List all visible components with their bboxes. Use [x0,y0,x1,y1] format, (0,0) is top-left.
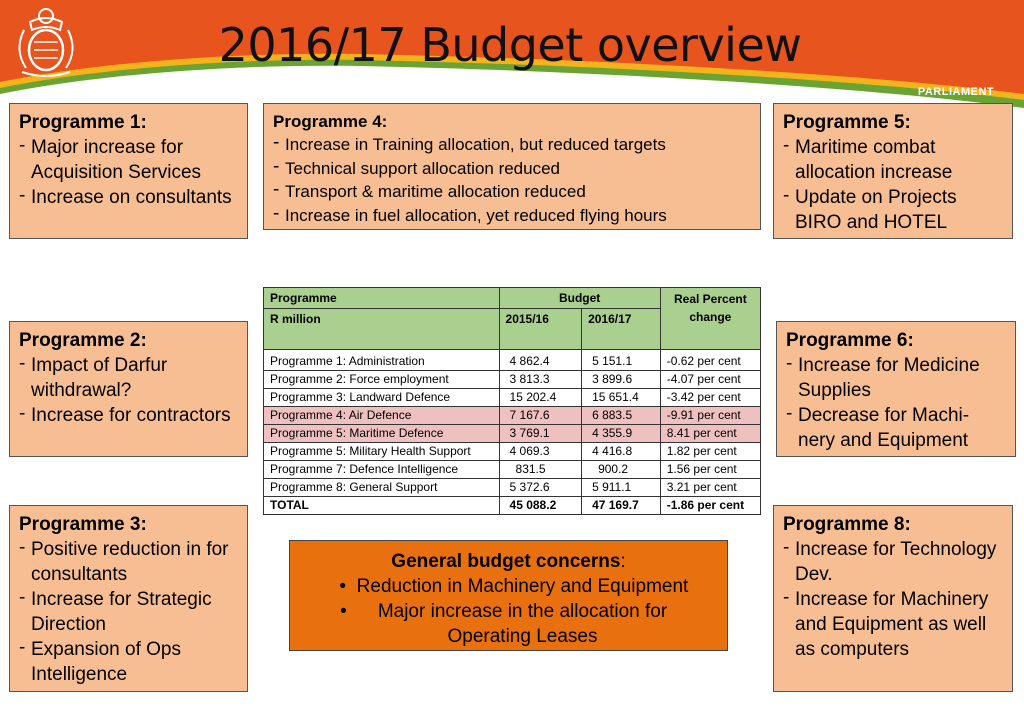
row-programme-cell: TOTAL [264,497,500,515]
programme-6-box [776,321,1016,457]
programme-8-box [773,505,1013,692]
row-change-cell: -1.86 per cent [660,497,760,515]
concern-text: Major increase in the allocation for Operating Leases [377,601,668,647]
table-row [264,389,761,407]
parliament-coat-of-arms-icon [0,0,92,92]
table-row-total [264,497,761,515]
table-row [264,461,761,479]
row-change-cell: -4.07 per cent [660,371,760,389]
table-header-2016-17: 2016/17 [582,309,661,350]
programme-5-item: - Update on Projects BIRO and HOTEL [783,185,1003,235]
row-change-cell: 1.56 per cent [660,461,760,479]
concern-item [290,599,727,649]
programme-1-heading: Programme 1: [19,112,147,133]
programme-3-item: - Increase for Strategic Direction [19,587,238,637]
programme-4-heading: Programme 4: [273,112,388,131]
row-2016-17-cell: 5 151.1 [582,350,661,371]
concern-text: Reduction in Machinery and Equipment [356,576,689,597]
row-programme-cell: Programme 8: General Support [264,479,500,497]
programme-4-item: - Increase in fuel allocation, yet reduced flying hours [273,204,751,228]
table-row [264,479,761,497]
general-concerns-title: General budget concerns [391,551,621,572]
row-2016-17-cell: 4 416.8 [582,443,661,461]
general-concerns-heading [290,549,727,574]
slide-title: 2016/17 Budget overview [218,18,802,72]
row-programme-cell: Programme 7: Defence Intelligence [264,461,500,479]
programme-2-heading: Programme 2: [19,330,147,351]
programme-5-box [773,103,1013,239]
row-programme-cell: Programme 3: Landward Defence [264,389,500,407]
row-change-cell: -0.62 per cent [660,350,760,371]
programme-4-item: - Transport & maritime allocation reduced [273,180,751,204]
row-programme-cell: Programme 4: Air Defence [264,407,500,425]
row-2016-17-cell: 15 651.4 [582,389,661,407]
programme-1-box [9,103,248,239]
row-programme-cell: Programme 2: Force employment [264,371,500,389]
programme-3-item: - Positive reduction in for consultants [19,537,238,587]
row-2015-16-cell: 831.5 [499,461,582,479]
row-2015-16-cell: 3 769.1 [499,425,582,443]
table-row-highlighted [264,425,761,443]
programme-3-item: - Expansion of Ops Intelligence [19,637,238,687]
table-row-highlighted [264,407,761,425]
programme-5-heading: Programme 5: [783,112,911,133]
row-2015-16-cell: 3 813.3 [499,371,582,389]
table-row [264,371,761,389]
programme-2-box [9,321,248,457]
concern-item [290,574,727,599]
programme-1-item: - Increase on consultants [19,185,238,210]
row-2016-17-cell: 47 169.7 [582,497,661,515]
table-header-real-change: Real Percent change [660,288,760,350]
general-concerns-box [289,540,728,651]
row-2015-16-cell: 4 862.4 [499,350,582,371]
row-2016-17-cell: 3 899.6 [582,371,661,389]
programme-8-item: - Increase for Technology Dev. [783,537,1003,587]
programme-4-item: - Technical support allocation reduced [273,157,751,181]
header-banner [0,0,1024,110]
row-programme-cell: Programme 1: Administration [264,350,500,371]
row-2016-17-cell: 5 911.1 [582,479,661,497]
table-header-2015-16: 2015/16 [499,309,582,350]
programme-1-item: - Major increase for Acquisition Services [19,135,238,185]
row-change-cell: -9.91 per cent [660,407,760,425]
programme-8-item: - Increase for Machinery and Equipment as well as computers [783,587,1003,662]
bullet-icon: • [340,601,347,622]
table-header-programme: Programme [264,288,500,309]
table-row [264,443,761,461]
row-change-cell: -3.42 per cent [660,389,760,407]
programme-3-box [9,505,248,692]
row-2015-16-cell: 15 202.4 [499,389,582,407]
programme-3-heading: Programme 3: [19,514,147,535]
table-row [264,350,761,371]
programme-8-heading: Programme 8: [783,514,911,535]
row-change-cell: 3.21 per cent [660,479,760,497]
parliament-logo-text: PARLIAMENT [917,86,995,98]
table-header-budget: Budget [499,288,660,309]
programme-6-heading: Programme 6: [786,330,914,351]
row-2015-16-cell: 7 167.6 [499,407,582,425]
programme-6-item: - Decrease for Machi-nery and Equipment [786,403,1006,453]
row-change-cell: 1.82 per cent [660,443,760,461]
row-2015-16-cell: 45 088.2 [499,497,582,515]
row-2016-17-cell: 900.2 [582,461,661,479]
table-header-unit: R million [264,309,500,350]
row-programme-cell: Programme 5: Military Health Support [264,443,500,461]
programme-6-item: - Increase for Medicine Supplies [786,353,1006,403]
row-2016-17-cell: 6 883.5 [582,407,661,425]
general-concerns-colon: : [620,551,626,572]
row-2016-17-cell: 4 355.9 [582,425,661,443]
row-programme-cell: Programme 5: Maritime Defence [264,425,500,443]
row-2015-16-cell: 4 069.3 [499,443,582,461]
programme-2-item: - Increase for contractors [19,403,238,428]
bullet-icon: • [339,576,346,597]
programme-5-item: - Maritime combat allocation increase [783,135,1003,185]
row-change-cell: 8.41 per cent [660,425,760,443]
row-2015-16-cell: 5 372.6 [499,479,582,497]
budget-table [263,287,761,515]
programme-2-item: - Impact of Darfur withdrawal? [19,353,238,403]
programme-4-item: - Increase in Training allocation, but reduced targets [273,133,751,157]
budget-table-body [264,350,761,515]
programme-4-box [263,103,761,230]
